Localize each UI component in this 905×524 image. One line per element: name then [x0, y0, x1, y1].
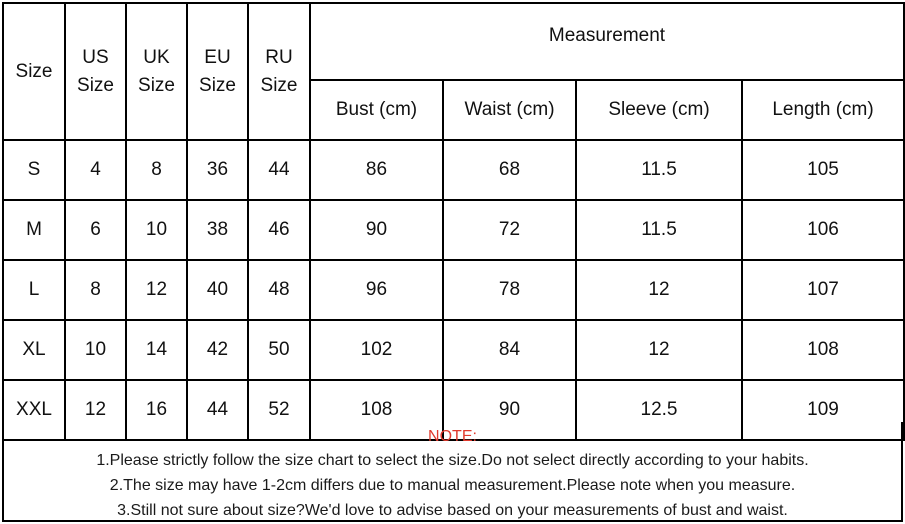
eu-cell: 38: [187, 200, 248, 260]
sleeve-cell: 12: [576, 260, 742, 320]
table-row: [3, 260, 904, 320]
eu-cell: 42: [187, 320, 248, 380]
size-cell: XXL: [3, 380, 65, 440]
table-row: [3, 320, 904, 380]
us-cell: 10: [65, 320, 126, 380]
table-row: [3, 140, 904, 200]
us-header-line-1: US: [82, 46, 109, 68]
note-line-3: 3.Still not sure about size?We'd love to advise based on your measurements of bust and waist.: [117, 502, 788, 519]
waist-cell: 84: [443, 320, 576, 380]
eu-cell: 36: [187, 140, 248, 200]
uk-cell: 16: [126, 380, 187, 440]
ru-cell: 48: [248, 260, 310, 320]
length-header: Length (cm): [742, 80, 904, 140]
bust-header: Bust (cm): [310, 80, 443, 140]
waist-cell: 78: [443, 260, 576, 320]
ru-cell: 44: [248, 140, 310, 200]
uk-cell: 10: [126, 200, 187, 260]
sleeve-header: Sleeve (cm): [576, 80, 742, 140]
note-line-2: 2.The size may have 1-2cm differs due to manual measurement.Please note when you measure.: [109, 477, 796, 494]
us-cell: 8: [65, 260, 126, 320]
eu-header-line-1: EU: [204, 46, 231, 68]
size-cell: S: [3, 140, 65, 200]
eu-header-line-2: Size: [199, 74, 236, 96]
table-row: [3, 200, 904, 260]
length-cell: 106: [742, 200, 904, 260]
ru-size-header: [248, 3, 310, 140]
uk-cell: 14: [126, 320, 187, 380]
length-cell: 108: [742, 320, 904, 380]
eu-cell: 44: [187, 380, 248, 440]
ru-header-line-1: RU: [265, 46, 293, 68]
ru-cell: 50: [248, 320, 310, 380]
ru-cell: 52: [248, 380, 310, 440]
bust-cell: 90: [310, 200, 443, 260]
measurement-header: Measurement: [310, 3, 904, 80]
us-header-line-2: Size: [77, 74, 114, 96]
sleeve-cell: 11.5: [576, 200, 742, 260]
sleeve-cell: 12.5: [576, 380, 742, 440]
size-cell: L: [3, 260, 65, 320]
uk-cell: 12: [126, 260, 187, 320]
size-cell: XL: [3, 320, 65, 380]
sleeve-cell: 12: [576, 320, 742, 380]
eu-cell: 40: [187, 260, 248, 320]
us-cell: 4: [65, 140, 126, 200]
uk-header-line-1: UK: [143, 46, 170, 68]
waist-cell: 72: [443, 200, 576, 260]
length-cell: 105: [742, 140, 904, 200]
waist-header: Waist (cm): [443, 80, 576, 140]
waist-cell: 68: [443, 140, 576, 200]
uk-header-line-2: Size: [138, 74, 175, 96]
size-chart-table: [2, 2, 905, 441]
waist-cell: 90: [443, 380, 576, 440]
us-cell: 12: [65, 380, 126, 440]
sleeve-cell: 11.5: [576, 140, 742, 200]
notes-box: [2, 422, 903, 522]
us-size-header: [65, 3, 126, 140]
bust-cell: 96: [310, 260, 443, 320]
ru-header-line-2: Size: [260, 74, 298, 96]
us-cell: 6: [65, 200, 126, 260]
uk-cell: 8: [126, 140, 187, 200]
uk-size-header: [126, 3, 187, 140]
bust-cell: 102: [310, 320, 443, 380]
bust-cell: 86: [310, 140, 443, 200]
length-cell: 109: [742, 380, 904, 440]
length-cell: 107: [742, 260, 904, 320]
eu-size-header: [187, 3, 248, 140]
note-title: NOTE:: [428, 428, 477, 445]
bust-cell: 108: [310, 380, 443, 440]
note-line-1: 1.Please strictly follow the size chart to select the size.Do not select directly according to your habits.: [96, 452, 809, 469]
size-header: Size: [3, 3, 65, 140]
ru-cell: 46: [248, 200, 310, 260]
size-cell: M: [3, 200, 65, 260]
